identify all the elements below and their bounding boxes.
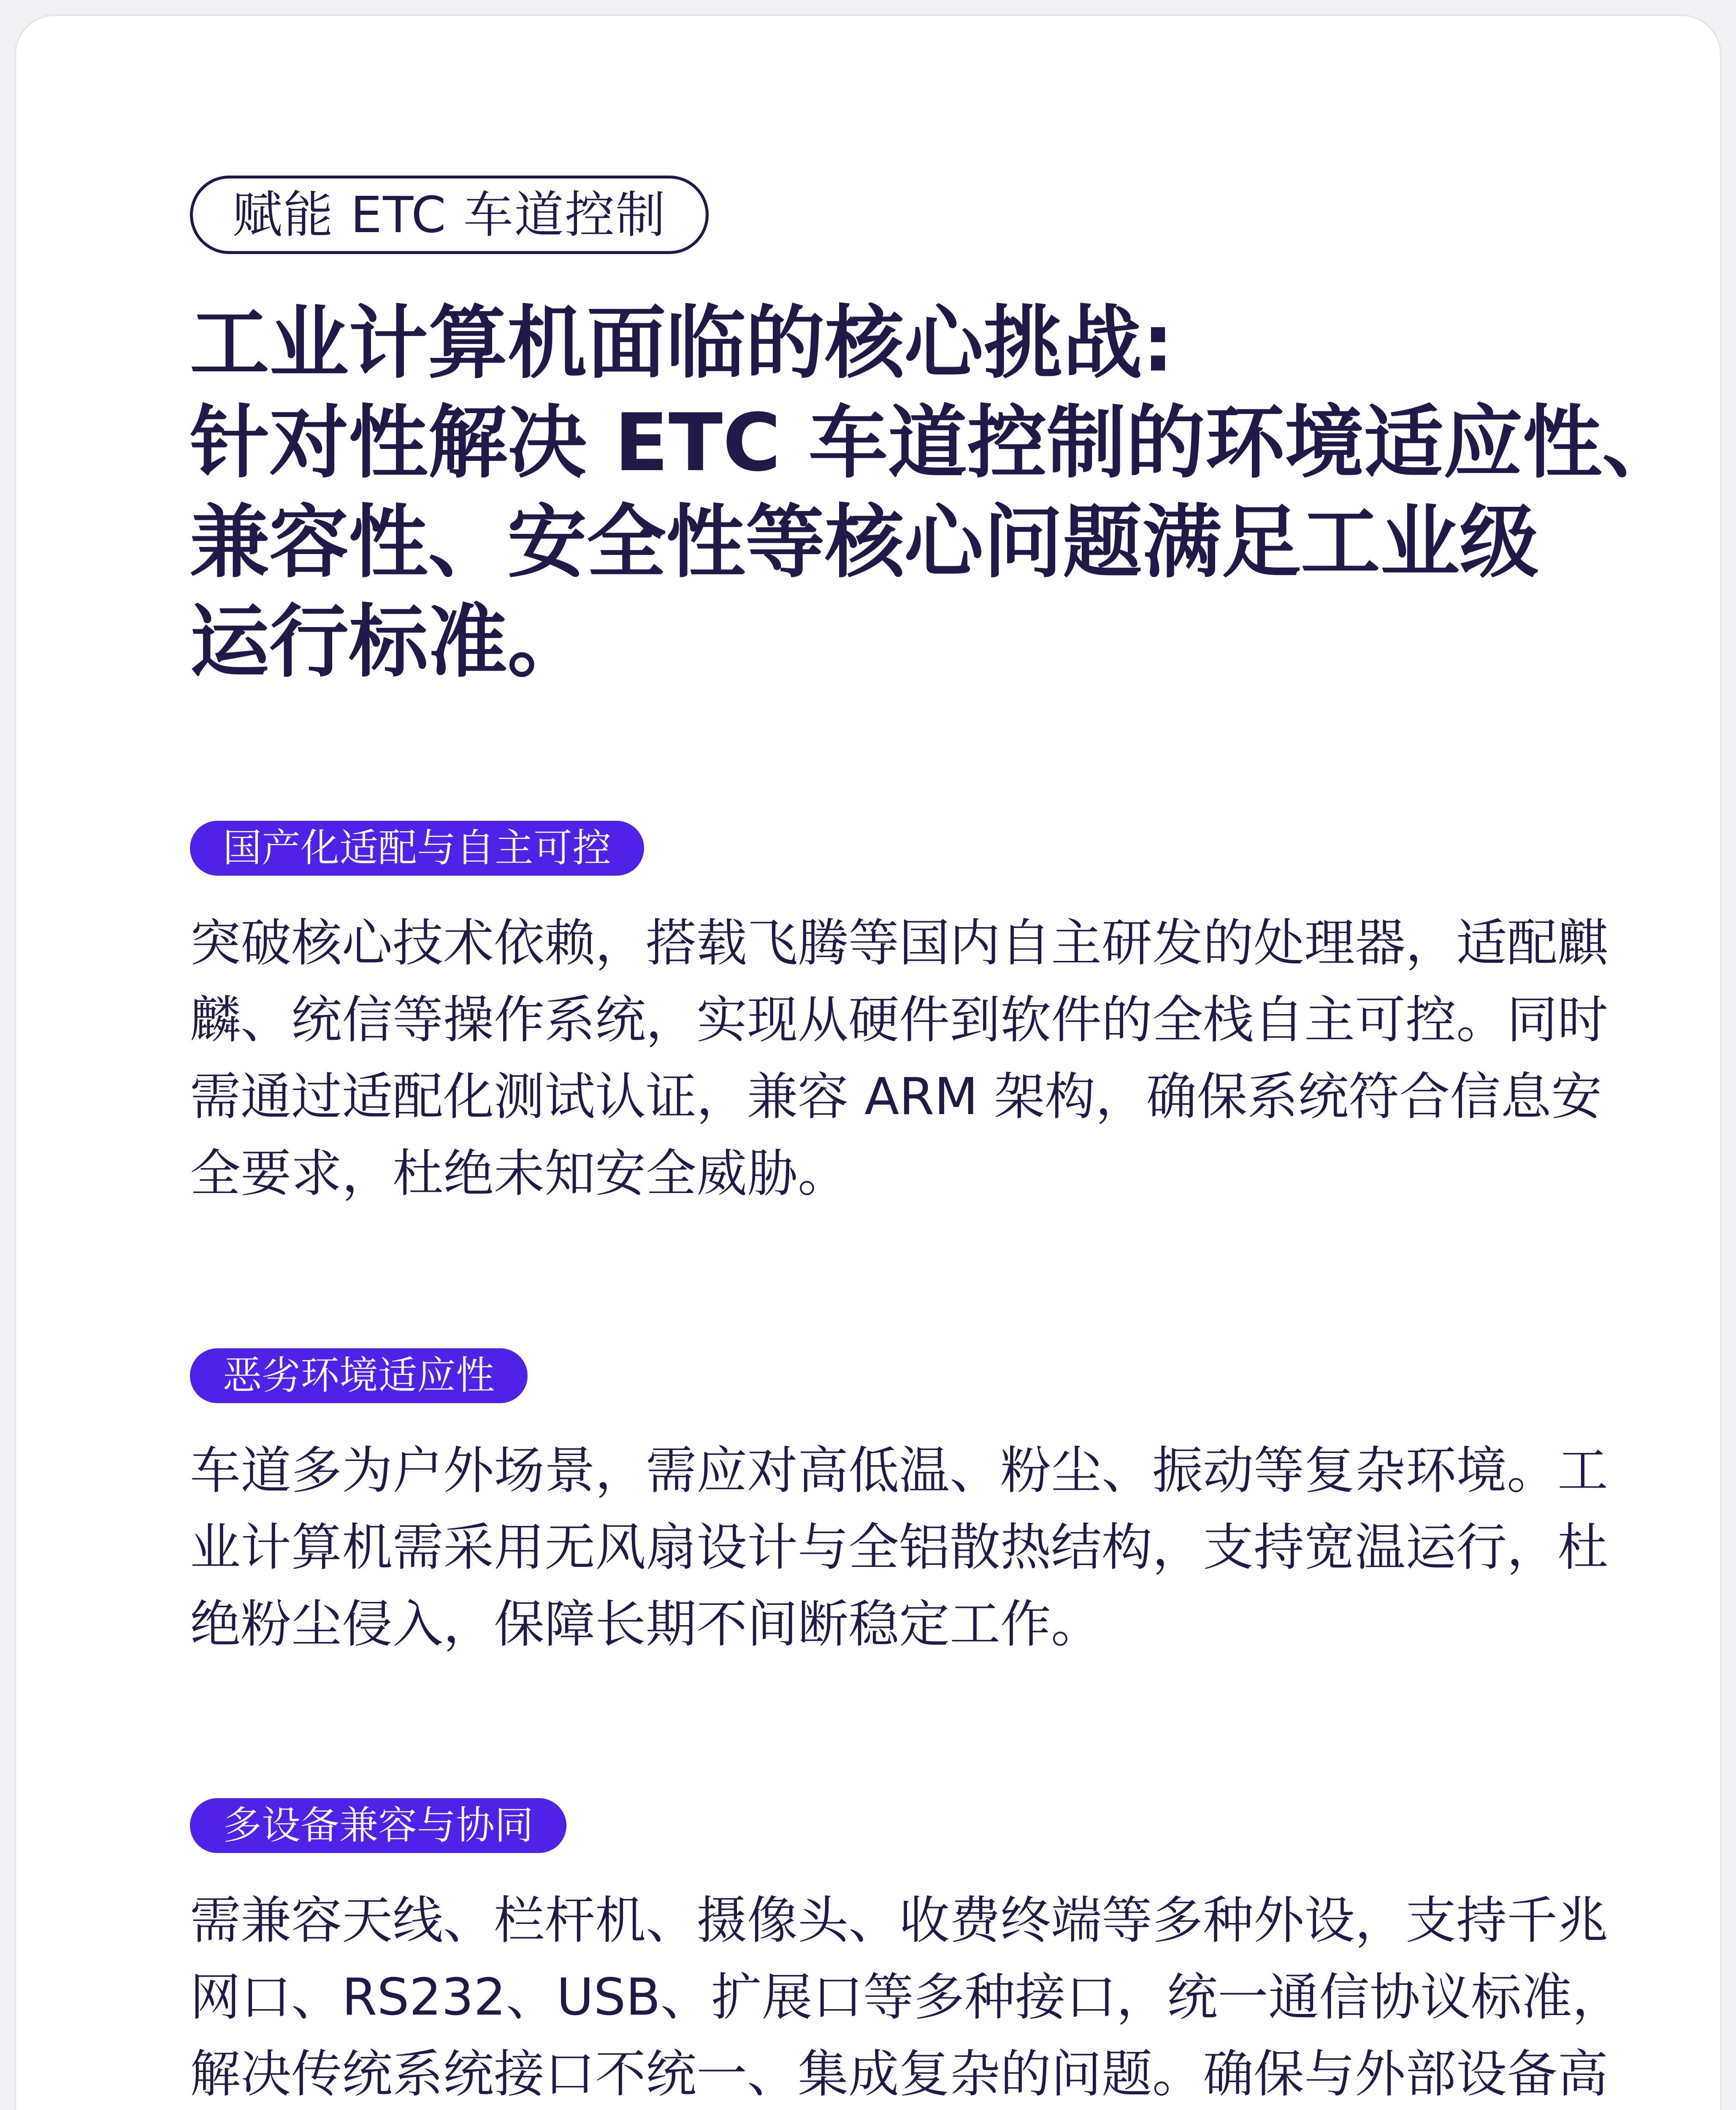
headline-line: 运行标准。 <box>190 596 587 688</box>
body-line: 需兼容天线、栏杆机、摄像头、收费终端等多种外设，支持千兆 <box>190 1891 1608 1950</box>
headline-line: 针对性解决 ETC 车道控制的环境适应性、 <box>190 397 1682 489</box>
body-line: 需通过适配化测试认证，兼容 ARM 架构，确保系统符合信息安 <box>190 1068 1602 1126</box>
headline <box>190 294 1682 692</box>
headline-line: 兼容性、安全性等核心问题满足工业级 <box>190 496 1539 589</box>
section-localization <box>190 821 1608 1212</box>
section-tag: 多设备兼容与协同 <box>190 1798 566 1853</box>
body-line: 业计算机需采用无风扇设计与全铝散热结构，支持宽温运行，杜 <box>190 1518 1608 1577</box>
body-line: 绝粉尘侵入，保障长期不间断稳定工作。 <box>190 1595 1102 1654</box>
section-body <box>190 905 1608 1212</box>
body-line: 网口、RS232、USB、扩展口等多种接口，统一通信协议标准， <box>190 1968 1623 2027</box>
body-line: 全要求，杜绝未知安全威胁。 <box>190 1144 848 1203</box>
body-line: 车道多为户外场景，需应对高低温、粉尘、振动等复杂环境。工 <box>190 1442 1608 1500</box>
section-tag: 国产化适配与自主可控 <box>190 821 644 876</box>
body-line: 麟、统信等操作系统，实现从硬件到软件的全栈自主可控。同时 <box>190 991 1608 1050</box>
body-line: 突破核心技术依赖，搭载飞腾等国内自主研发的处理器，适配麒 <box>190 914 1608 973</box>
section-body <box>190 1433 1608 1663</box>
section-tag: 恶劣环境适应性 <box>190 1348 528 1403</box>
content-card <box>14 14 1722 2110</box>
section-body <box>190 1883 1623 2110</box>
headline-line: 工业计算机面临的核心挑战: <box>190 297 1174 390</box>
body-line: 解决传统系统接口不统一、集成复杂的问题。确保与外部设备高 <box>190 2045 1608 2104</box>
section-harsh-environment <box>190 1348 1608 1663</box>
card-content <box>190 176 1682 2110</box>
section-device-compatibility <box>190 1798 1623 2110</box>
category-badge: 赋能 ETC 车道控制 <box>190 176 709 254</box>
